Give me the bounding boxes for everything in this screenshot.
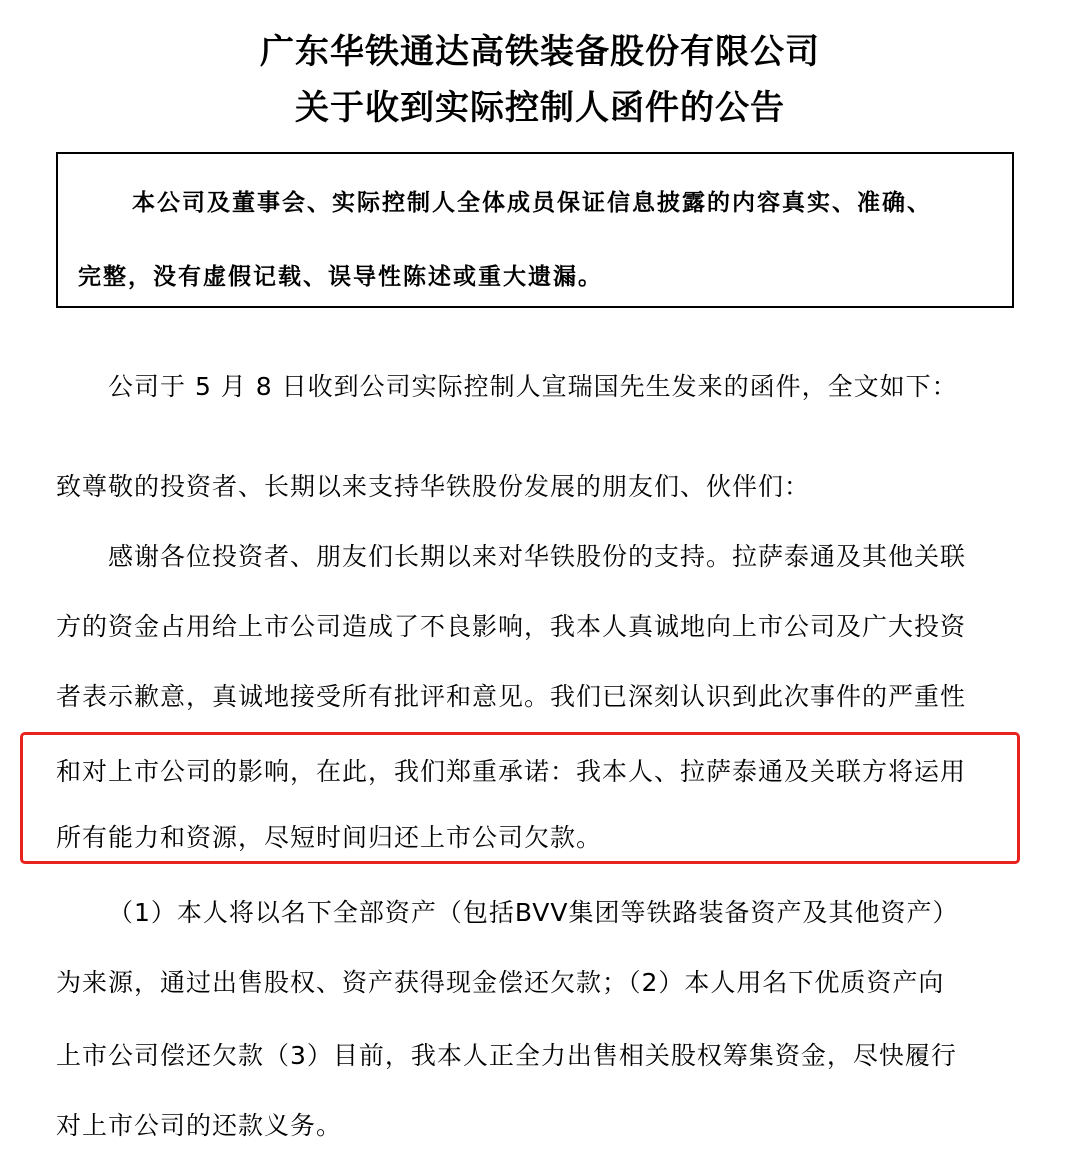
- paragraph2-line3: 上市公司偿还欠款（3）目前，我本人正全力出售相关股权筹集资金，尽快履行: [56, 1041, 957, 1070]
- paragraph2-line4: 对上市公司的还款义务。: [56, 1111, 343, 1140]
- paragraph1-line5: 所有能力和资源，尽短时间归还上市公司欠款。: [56, 823, 603, 852]
- red-highlight-box: [20, 732, 1020, 864]
- paragraph2-line2: 为来源，通过出售股权、资产获得现金偿还欠款；（2）本人用名下优质资产向: [56, 968, 945, 997]
- disclosure-notice-box: [56, 152, 1014, 308]
- paragraph1-line4: 和对上市公司的影响，在此，我们郑重承诺：我本人、拉萨泰通及关联方将运用: [56, 757, 967, 786]
- salutation: 致尊敬的投资者、长期以来支持华铁股份发展的朋友们、伙伴们：: [56, 472, 811, 501]
- notice-line-1: 本公司及董事会、实际控制人全体成员保证信息披露的内容真实、准确、: [132, 190, 932, 216]
- paragraph1-line3: 者表示歉意，真诚地接受所有批评和意见。我们已深刻认识到此次事件的严重性: [56, 682, 967, 711]
- paragraph1-line1: 感谢各位投资者、朋友们长期以来对华铁股份的支持。拉萨泰通及其他关联: [108, 542, 967, 571]
- document-title-line2: 关于收到实际控制人函件的公告: [295, 88, 785, 128]
- paragraph1-line2: 方的资金占用给上市公司造成了不良影响，我本人真诚地向上市公司及广大投资: [56, 612, 967, 641]
- paragraph2-line1: （1）本人将以名下全部资产（包括BVV集团等铁路装备资产及其他资产）: [108, 898, 959, 927]
- notice-line-2: 完整，没有虚假记载、误导性陈述或重大遗漏。: [78, 264, 603, 290]
- intro-paragraph: 公司于 5 月 8 日收到公司实际控制人宣瑞国先生发来的函件，全文如下：: [108, 372, 958, 401]
- document-title-line1: 广东华铁通达高铁装备股份有限公司: [260, 32, 820, 72]
